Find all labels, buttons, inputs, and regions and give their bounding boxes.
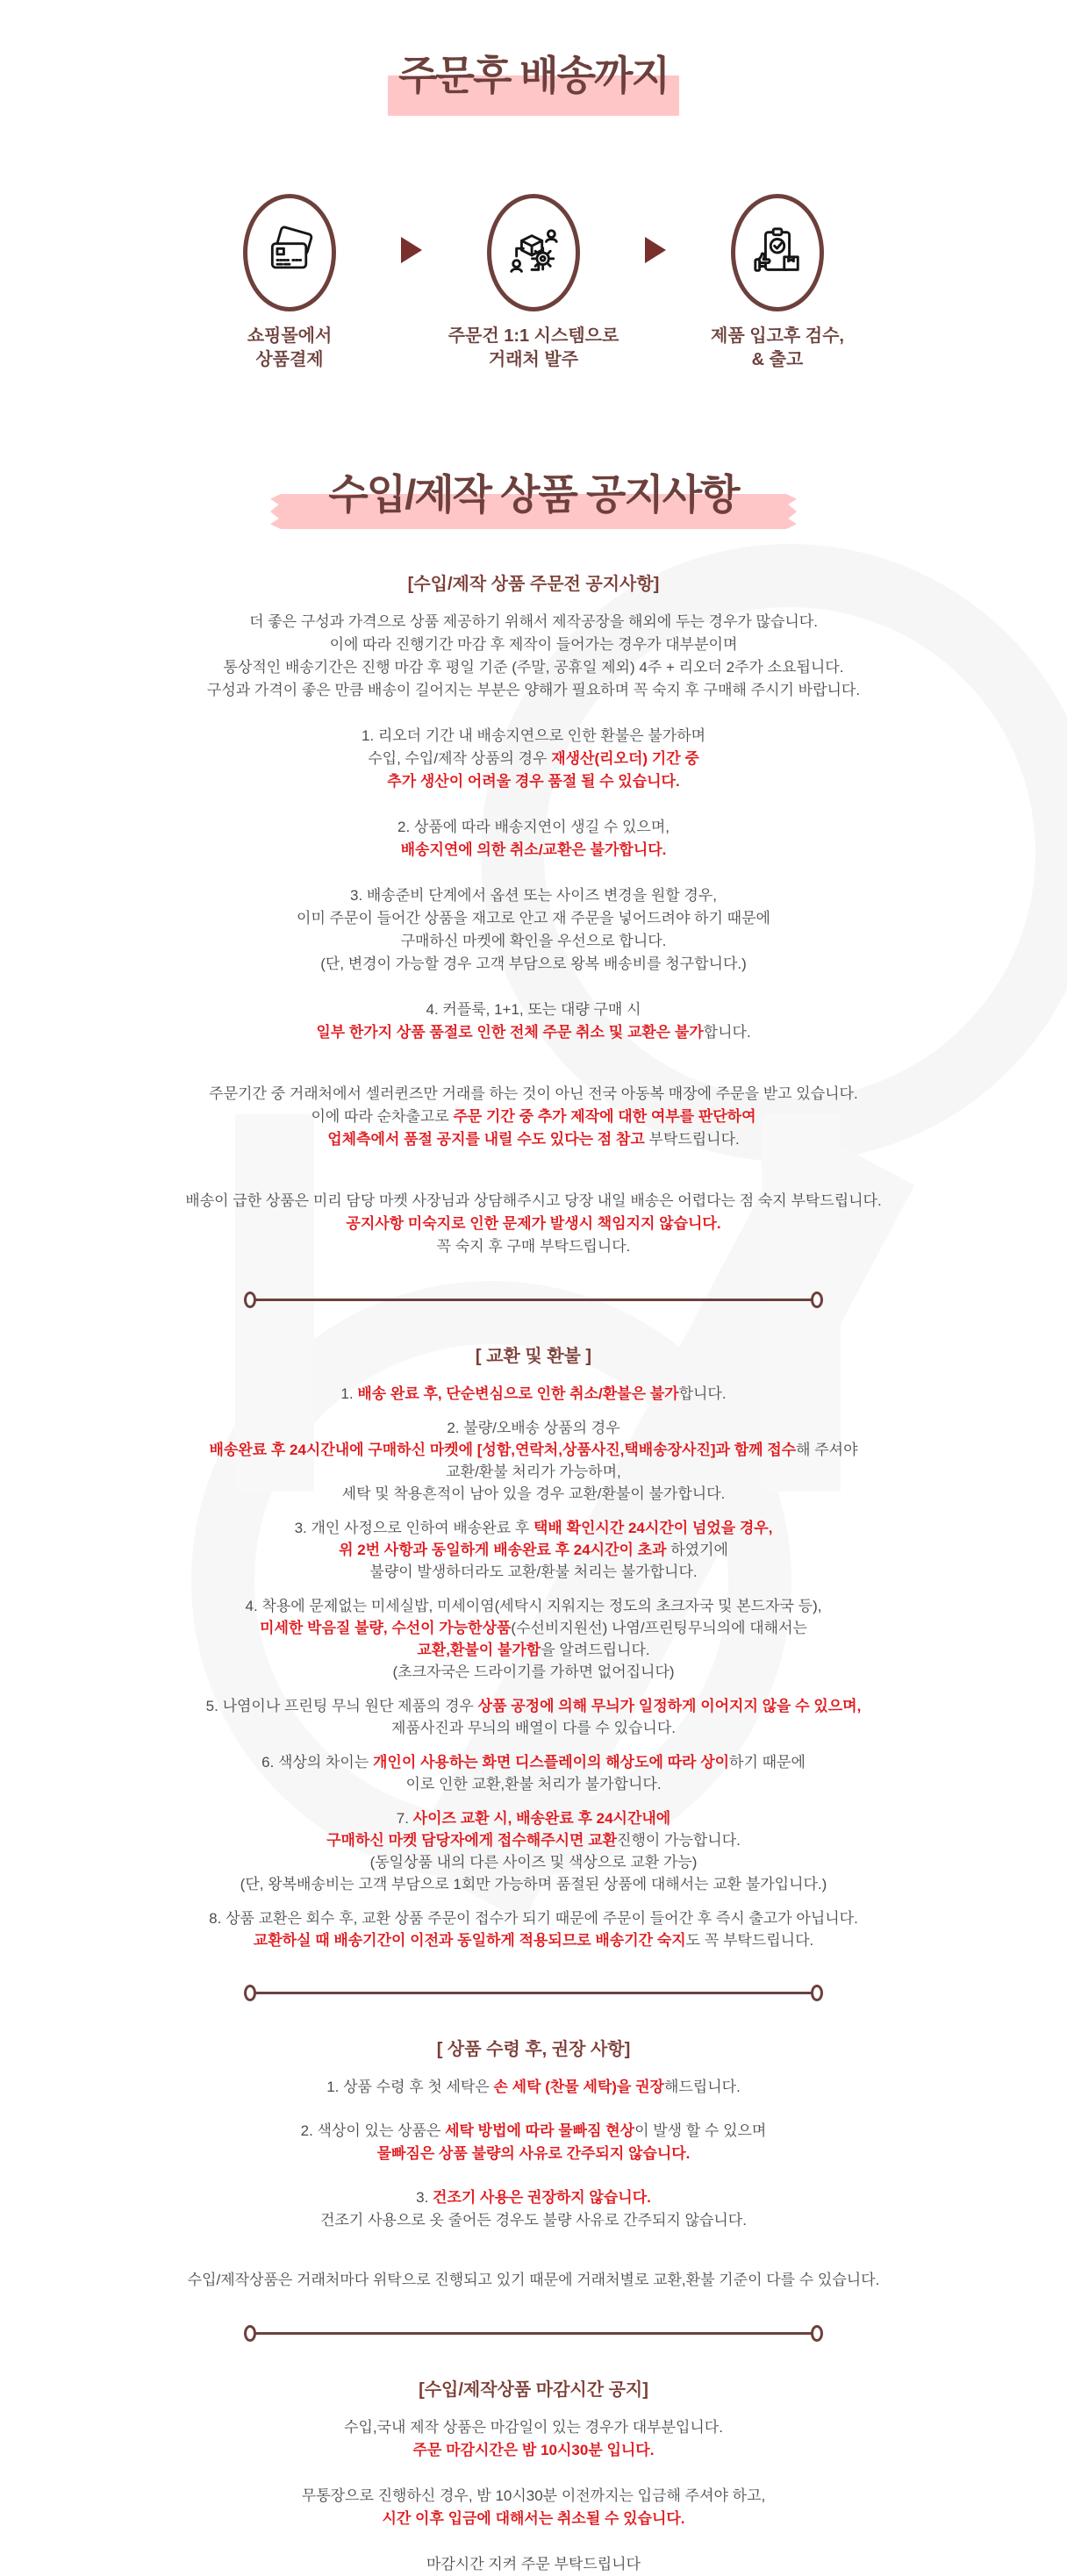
notice-block	[95, 611, 972, 702]
notice-line: 8. 상품 교환은 회수 후, 교환 상품 주문이 접수가 되기 때문에 주문이 들어간 후 즉시 출고가 아닙니다.	[209, 1910, 858, 1927]
notice-block	[95, 2120, 972, 2165]
notice-block	[95, 816, 972, 862]
process-step	[424, 194, 643, 372]
section-divider	[244, 1985, 823, 2001]
notice-line: 추가 생산이 어려울 경우 품절 될 수 있습니다.	[387, 773, 680, 790]
notice-line: 물빠짐은 상품 불량의 사유로 간주되지 않습니다.	[376, 2145, 691, 2162]
sections	[95, 569, 972, 2576]
notice-line: 꼭 숙지 후 구매 부탁드립니다.	[436, 1238, 631, 1255]
notice-line: (단, 변경이 가능할 경우 고객 부담으로 왕복 배송비를 청구합니다.)	[320, 955, 747, 972]
divider-end-dot	[244, 1292, 256, 1308]
notice-line: 수입/제작상품은 거래처마다 위탁으로 진행되고 있기 때문에 거래처별로 교환,환불 기준이 다를 수 있습니다.	[187, 2272, 880, 2288]
notice-line: 1. 배송 완료 후, 단순변심으로 인한 취소/환불은 불가합니다.	[340, 1385, 727, 1402]
notice-line: 공지사항 미숙지로 인한 문제가 발생시 책임지지 않습니다.	[346, 1215, 721, 1232]
notice-line: 이에 따라 순차출고로 주문 기간 중 추가 제작에 대한 여부를 판단하여	[311, 1108, 756, 1125]
section-exchange-refund	[95, 1342, 972, 1951]
notice-line: (단, 왕복배송비는 고객 부담으로 1회만 가능하며 품절된 상품에 대해서는 교환 불가입니다.)	[240, 1876, 827, 1893]
section-pre-order-notice	[95, 569, 972, 1258]
notice-line: 1. 상품 수령 후 첫 세탁은 손 세탁 (찬물 세탁)을 권장해드립니다.	[326, 2079, 741, 2095]
order-process-row	[95, 194, 972, 372]
divider-end-dot	[811, 1292, 823, 1308]
process-step-label: 제품 입고후 검수, & 출고	[711, 326, 844, 369]
notice-block	[95, 1190, 972, 1258]
notice-line: 미세한 박음질 불량, 수선이 가능한상품(수선비지원선) 나염/프린팅무늬의에 대해서는	[260, 1620, 807, 1636]
notice-block	[95, 998, 972, 1044]
notice-line: 교환/환불 처리가 가능하며,	[446, 1463, 621, 1480]
divider-line	[255, 1992, 812, 1994]
notice-line: 2. 상품에 따라 배송지연이 생길 수 있으며,	[397, 819, 670, 835]
credit-card-icon	[243, 194, 336, 311]
notice-block	[95, 1695, 972, 1739]
notice-title: 수입/제작 상품 공지사항	[328, 471, 739, 518]
section-deadline-notice	[95, 2375, 972, 2576]
notice-line: 3. 건조기 사용은 권장하지 않습니다.	[416, 2189, 651, 2206]
section-heading-pre-order-notice: [수입/제작 상품 주문전 공지사항]	[407, 575, 660, 594]
notice-line: 6. 색상의 차이는 개인이 사용하는 화면 디스플레이의 해상도에 따라 상이하기 때문에	[261, 1754, 806, 1771]
notice-line: 건조기 사용으로 옷 줄어든 경우도 불량 사유로 간주되지 않습니다.	[320, 2212, 747, 2229]
notice-block	[95, 2485, 972, 2530]
notice-block	[95, 1907, 972, 1951]
section-divider	[244, 2325, 823, 2342]
notice-line: 교환하실 때 배송기간이 이전과 동일하게 적용되므로 배송기간 숙지도 꼭 부탁드립니다.	[253, 1932, 814, 1949]
notice-line: 4. 착용에 문제없는 미세실밥, 미세이염(세탁시 지워지는 정도의 초크자국 및 본드자국 등),	[245, 1598, 822, 1614]
notice-line: 배송이 급한 상품은 미리 담당 마켓 사장님과 상담해주시고 당장 내일 배송은 어렵다는 점 숙지 부탁드립니다.	[185, 1192, 882, 1209]
section-after-receipt	[95, 2035, 972, 2292]
notice-line: 불량이 발생하더라도 교환/환불 처리는 불가합니다.	[369, 1563, 698, 1580]
notice-block	[95, 1517, 972, 1583]
order-system-icon	[487, 194, 580, 311]
notice-line: 배송지연에 의한 취소/교환은 불가합니다.	[400, 841, 667, 858]
notice-line: 3. 개인 사정으로 인하여 배송완료 후 택배 확인시간 24시간이 넘었을 경우,	[294, 1520, 773, 1536]
notice-line: 교환,환불이 불가함을 알려드립니다.	[417, 1642, 650, 1658]
notice-line: 이미 주문이 들어간 상품을 재고로 안고 재 주문을 넣어드려야 하기 때문에	[297, 910, 770, 927]
divider-line	[255, 1299, 812, 1301]
notice-line: 업체측에서 품절 공지를 내릴 수도 있다는 점 참고 부탁드립니다.	[327, 1131, 740, 1148]
notice-line: 세탁 및 착용흔적이 남아 있을 경우 교환/환불이 불가합니다.	[341, 1485, 726, 1502]
notice-line: 통상적인 배송기간은 진행 마감 후 평일 기준 (주말, 공휴일 제외) 4주 + 리오더 2주가 소요됩니다.	[223, 659, 844, 676]
process-step	[180, 194, 399, 372]
notice-title-block	[95, 462, 972, 534]
notice-line: 수입,국내 제작 상품은 마감일이 있는 경우가 대부분입니다.	[344, 2419, 723, 2436]
notice-line: 시간 이후 입금에 대해서는 취소될 수 있습니다.	[382, 2510, 685, 2527]
notice-block	[95, 1807, 972, 1895]
notice-line: 2. 불량/오배송 상품의 경우	[447, 1420, 620, 1436]
notice-line: 구매하신 마켓에 확인을 우선으로 합니다.	[400, 933, 667, 949]
notice-block	[95, 2076, 972, 2099]
notice-block	[95, 1751, 972, 1795]
notice-line: 주문 마감시간은 밤 10시30분 입니다.	[412, 2442, 655, 2458]
notice-block	[95, 1083, 972, 1151]
section-heading-exchange-refund: [ 교환 및 환불 ]	[475, 1347, 592, 1366]
notice-line: 2. 색상이 있는 상품은 세탁 방법에 따라 물빠짐 현상이 발생 할 수 있으며	[300, 2122, 767, 2139]
section-heading-after-receipt: [ 상품 수령 후, 권장 사항]	[436, 2040, 631, 2059]
divider-end-dot	[811, 2325, 823, 2342]
notice-line: 배송완료 후 24시간내에 구매하신 마켓에 [성함,연락처,상품사진,택배송장사진]과 함께 접수해 주셔야	[209, 1442, 858, 1458]
notice-block	[95, 2416, 972, 2462]
page-title: 주문후 배송까지	[391, 44, 676, 102]
main-title-block	[95, 44, 972, 112]
notice-block	[95, 1383, 972, 1405]
notice-line: 이로 인한 교환,환불 처리가 불가합니다.	[405, 1776, 662, 1792]
notice-line: 4. 커플룩, 1+1, 또는 대량 구매 시	[426, 1001, 641, 1018]
notice-line: (동일상품 내의 다른 사이즈 및 색상으로 교환 가능)	[369, 1854, 698, 1871]
divider-line	[255, 2332, 812, 2335]
notice-line: 1. 리오더 기간 내 배송지연으로 인한 환불은 불가하며	[361, 727, 706, 744]
divider-end-dot	[244, 1985, 256, 2001]
notice-block	[95, 884, 972, 976]
notice-line: 수입, 수입/제작 상품의 경우 재생산(리오더) 기간 중	[368, 750, 699, 767]
right-arrow-icon	[401, 237, 422, 263]
divider-end-dot	[811, 1985, 823, 2001]
notice-line: 제품사진과 무늬의 배열이 다를 수 있습니다.	[391, 1720, 676, 1736]
notice-block	[95, 2269, 972, 2292]
section-heading-deadline-notice: [수입/제작상품 마감시간 공지]	[419, 2380, 648, 2400]
notice-line: 위 2번 사항과 동일하게 배송완료 후 24시간이 초과 하였기에	[339, 1542, 728, 1558]
process-step	[668, 194, 887, 372]
section-divider	[244, 1292, 823, 1308]
notice-line: 5. 나염이나 프린팅 무늬 원단 제품의 경우 상품 공정에 의해 무늬가 일정하게 이어지지 않을 수 있으며,	[205, 1698, 862, 1714]
notice-block	[95, 725, 972, 793]
page-root	[95, 0, 972, 2572]
notice-line: 이에 따라 진행기간 마감 후 제작이 들어가는 경우가 대부분이며	[329, 636, 738, 653]
divider-end-dot	[244, 2325, 256, 2342]
notice-block	[95, 2553, 972, 2576]
notice-line: 무통장으로 진행하신 경우, 밤 10시30분 이전까지는 입금해 주셔야 하고,	[301, 2487, 766, 2504]
notice-line: 일부 한가지 상품 품절로 인한 전체 주문 취소 및 교환은 불가합니다.	[316, 1024, 751, 1041]
inspection-icon	[731, 194, 824, 311]
notice-content	[95, 0, 972, 2576]
notice-line: 3. 배송준비 단계에서 옵션 또는 사이즈 변경을 원할 경우,	[350, 887, 717, 904]
process-step-label: 쇼핑몰에서 상품결제	[247, 326, 333, 369]
right-arrow-icon	[645, 237, 666, 263]
notice-line: (초크자국은 드라이기를 가하면 없어집니다)	[392, 1664, 675, 1680]
notice-line: 더 좋은 구성과 가격으로 상품 제공하기 위해서 제작공장을 해외에 두는 경우가 많습니다.	[249, 613, 818, 630]
process-step-label: 주문건 1:1 시스템으로 거래처 발주	[448, 326, 619, 369]
notice-line: 마감시간 지켜 주문 부탁드립니다	[426, 2556, 641, 2572]
notice-line: 구성과 가격이 좋은 만큼 배송이 길어지는 부분은 양해가 필요하며 꼭 숙지 후 구매해 주시기 바랍니다.	[206, 682, 861, 698]
notice-block	[95, 1417, 972, 1505]
notice-block	[95, 1595, 972, 1683]
notice-block	[95, 2186, 972, 2232]
notice-line: 7. 사이즈 교환 시, 배송완료 후 24시간내에	[396, 1810, 671, 1827]
notice-line: 주문기간 중 거래처에서 셀러퀸즈만 거래를 하는 것이 아닌 전국 아동복 매장에 주문을 받고 있습니다.	[209, 1085, 858, 1102]
notice-line: 구매하신 마켓 담당자에게 접수해주시면 교환진행이 가능합니다.	[326, 1832, 741, 1849]
